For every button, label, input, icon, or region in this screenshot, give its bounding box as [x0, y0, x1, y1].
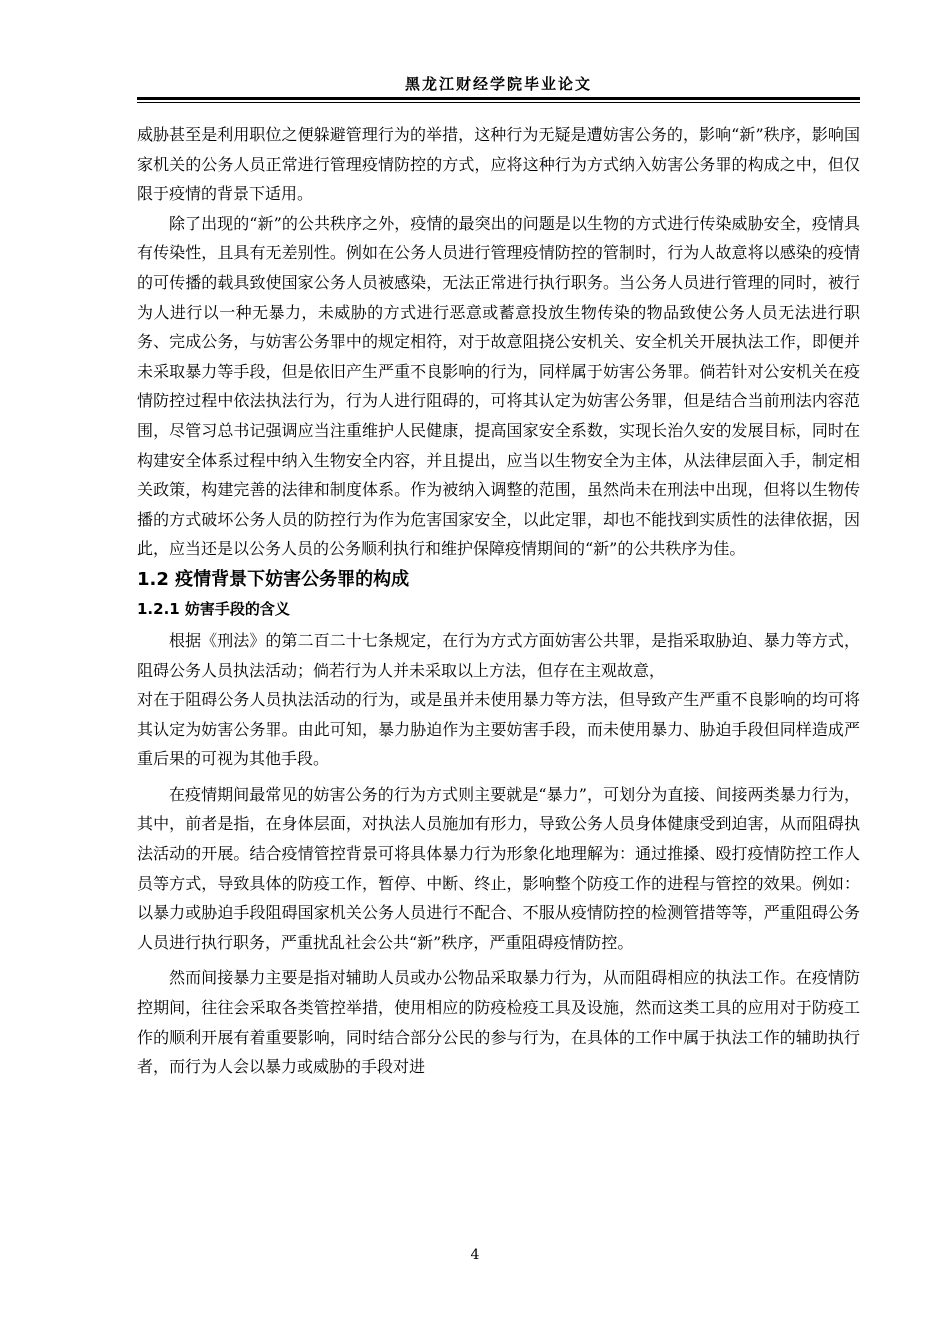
subsection-heading-1-2-1: 1.2.1 妨害手段的含义 — [137, 599, 290, 618]
paragraph-direct-violence: 在疫情期间最常见的妨害公务的行为方式则主要就是“暴力”，可划分为直接、间接两类暴力行为，其中，前者是指，在身体层面，对执法人员施加有形力，导致公务人员身体健康受到迫害，从而阻碍执法活动的开展。结合疫情管控背景可将具体暴力行为形象化地理解为：通过推搡、殴打疫情防控工作人员等方式，导致具体的防疫工作，暂停、中断、终止，影响整个防疫工作的进程与管控的效果。例如：以暴力或胁迫手段阻碍国家机关公务人员进行不配合、不服从疫情防控的检测管措等等，严重阻碍公务人员进行执行职务，严重扰乱社会公共“新”秩序，严重阻碍疫情防控。 — [137, 784, 860, 952]
header-rule-thin — [137, 102, 860, 103]
paragraph-criminal-law-article-cont: 对在于阻碍公务人员执法活动的行为，或是虽并未使用暴力等方法，但导致产生严重不良影响的均可将其认定为妨害公务罪。由此可知，暴力胁迫作为主要妨害手段，而未使用暴力、胁迫手段但同样造成严重后果的可视为其他手段。 — [137, 690, 860, 769]
section-heading-1-2: 1.2 疫情背景下妨害公务罪的构成 — [137, 568, 410, 590]
page-header-title: 黑龙江财经学院毕业论文 — [404, 75, 592, 93]
page-content — [137, 120, 860, 1082]
paragraph-indirect-violence: 然而间接暴力主要是指对辅助人员或办公物品采取暴力行为，从而阻碍相应的执法工作。在疫情防控期间，往往会采取各类管控举措，使用相应的防疫检疫工具及设施，然而这类工具的应用对于防疫工作的顺利开展有着重要影响，同时结合部分公民的参与行为，在具体的工作中属于执法工作的辅助执行者，而行为人会以暴力或威胁的手段对进 — [137, 968, 860, 1077]
paragraph-biological-threat: 除了出现的“新”的公共秩序之外，疫情的最突出的问题是以生物的方式进行传染威胁安全，疫情具有传染性，且具有无差别性。例如在公务人员进行管理疫情防控的管制时，行为人故意将以感染的疫情的可传播的载具致使国家公务人员被感染，无法正常进行执行职务。当公务人员进行管理的同时，被行为人进行以一种无暴力，未威胁的方式进行恶意或蓄意投放生物传染的物品致使公务人员无法进行职务、完成公务，与妨害公务罪中的规定相符，对于故意阻挠公安机关、安全机关开展执法工作，即便并未采取暴力等手段，但是依旧产生严重不良影响的行为，同样属于妨害公务罪。倘若针对公安机关在疫情防控过程中依法执法行为，行为人进行阻碍的，可将其认定为妨害公务罪，但是结合当前刑法内容范围，尽管习总书记强调应当注重维护人民健康，提高国家安全系数，实现长治久安的发展目标，同时在构建安全体系过程中纳入生物安全内容，并且提出，应当以生物安全为主体，从法律层面入手，制定相关政策，构建完善的法律和制度体系。作为被纳入调整的范围，虽然尚未在刑法中出现，但将以生物传播的方式破坏公务人员的防控行为作为危害国家安全，以此定罪，却也不能找到实质性的法律依据，因此，应当还是以公务人员的公务顺利执行和维护保障疫情期间的“新”的公共秩序为佳。 — [137, 213, 860, 559]
paragraph-criminal-law-article: 根据《刑法》的第二百二十七条规定，在行为方式方面妨害公共罪，是指采取胁迫、暴力等方式，阻碍公务人员执法活动；倘若行为人并未采取以上方法，但存在主观故意， — [137, 630, 860, 680]
paragraph-continued: 威胁甚至是利用职位之便躲避管理行为的举措，这种行为无疑是遭妨害公务的，影响“新”秩序，影响国家机关的公务人员正常进行管理疫情防控的方式，应将这种行为方式纳入妨害公务罪的构成之中，但仅限于疫情的背景下适用。 — [137, 125, 860, 204]
header-rule-thick — [137, 97, 860, 100]
page-number: 4 — [470, 1247, 480, 1263]
